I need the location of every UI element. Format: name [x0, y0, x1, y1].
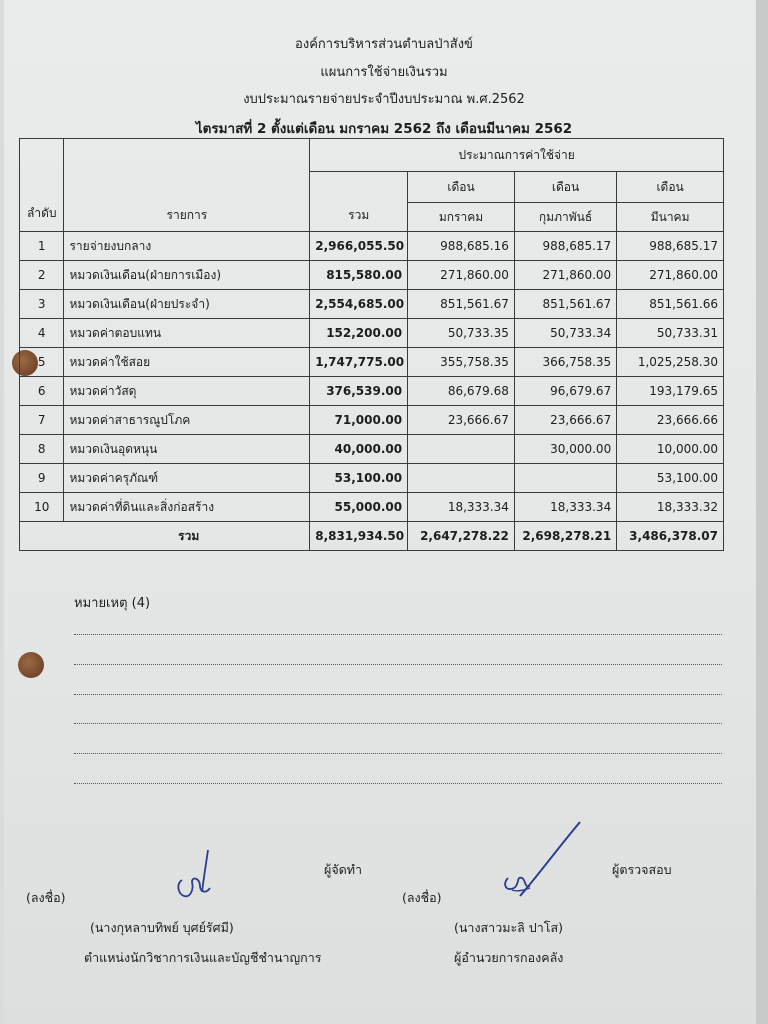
total-jan: 2,647,278.22 [408, 522, 515, 551]
table-row [20, 261, 724, 290]
header-no: ลำดับ [20, 139, 64, 232]
row-jan: 271,860.00 [408, 261, 515, 290]
row-jan: 86,679.68 [408, 377, 515, 406]
total-feb: 2,698,278.21 [514, 522, 616, 551]
note-line [74, 694, 722, 695]
header-item: รายการ [64, 139, 310, 232]
row-jan: 851,561.67 [408, 290, 515, 319]
reviewer-role: ผู้ตรวจสอบ [612, 862, 672, 877]
row-no: 9 [20, 464, 64, 493]
total-label: รวม [20, 522, 310, 551]
reviewer-sign-label: (ลงชื่อ) [402, 890, 442, 905]
row-total: 815,580.00 [310, 261, 408, 290]
note-line [74, 634, 722, 635]
preparer-name: (นางกุหลาบทิพย์ บุศย์รัศมี) [90, 920, 234, 935]
row-mar: 18,333.32 [617, 493, 724, 522]
header-month-word-3: เดือน [617, 172, 724, 203]
budget-title: งบประมาณรายจ่ายประจำปีงบประมาณ พ.ศ.2562 [243, 92, 525, 107]
row-jan [408, 464, 515, 493]
row-feb: 271,860.00 [514, 261, 616, 290]
table-row [20, 348, 724, 377]
table-row [20, 493, 724, 522]
reviewer-signature [496, 818, 586, 902]
table-row [20, 290, 724, 319]
row-mar: 271,860.00 [617, 261, 724, 290]
row-feb: 366,758.35 [514, 348, 616, 377]
note-line [74, 753, 722, 754]
row-jan: 23,666.67 [408, 406, 515, 435]
preparer-role: ผู้จัดทำ [324, 862, 363, 877]
notes-label: หมายเหตุ (4) [74, 596, 151, 611]
table-row [20, 435, 724, 464]
row-no: 6 [20, 377, 64, 406]
row-feb: 988,685.17 [514, 232, 616, 261]
row-feb: 18,333.34 [514, 493, 616, 522]
preparer-signature [172, 846, 218, 902]
row-feb: 23,666.67 [514, 406, 616, 435]
row-item: หมวดค่าใช้สอย [64, 348, 310, 377]
row-item: หมวดเงินอุดหนุน [64, 435, 310, 464]
org-title: องค์การบริหารส่วนตำบลป่าสังข์ [295, 37, 473, 52]
reviewer-position: ผู้อำนวยการกองคลัง [454, 950, 564, 965]
row-item: รายจ่ายงบกลาง [64, 232, 310, 261]
header-month-word-1: เดือน [408, 172, 515, 203]
row-jan: 355,758.35 [408, 348, 515, 377]
header-month-mar: มีนาคม [617, 203, 724, 232]
total-mar: 3,486,378.07 [617, 522, 724, 551]
row-no: 2 [20, 261, 64, 290]
grand-total: 8,831,934.50 [310, 522, 408, 551]
row-item: หมวดค่าสาธารณูปโภค [64, 406, 310, 435]
table-row [20, 319, 724, 348]
row-jan: 18,333.34 [408, 493, 515, 522]
budget-table [19, 138, 724, 551]
row-item: หมวดค่าตอบแทน [64, 319, 310, 348]
row-item: หมวดค่าวัสดุ [64, 377, 310, 406]
row-jan: 988,685.16 [408, 232, 515, 261]
row-no: 3 [20, 290, 64, 319]
table-row [20, 464, 724, 493]
paper-edge [756, 0, 768, 1024]
row-item: หมวดค่าที่ดินและสิ่งก่อสร้าง [64, 493, 310, 522]
row-no: 1 [20, 232, 64, 261]
header-month-jan: มกราคม [408, 203, 515, 232]
row-mar: 1,025,258.30 [617, 348, 724, 377]
note-line [74, 783, 722, 784]
row-total: 152,200.00 [310, 319, 408, 348]
preparer-sign-label: (ลงชื่อ) [26, 890, 66, 905]
header-month-feb: กุมภาพันธ์ [514, 203, 616, 232]
row-no: 5 [20, 348, 64, 377]
header-month-word-2: เดือน [514, 172, 616, 203]
row-feb: 30,000.00 [514, 435, 616, 464]
row-feb: 96,679.67 [514, 377, 616, 406]
punch-hole-bottom [18, 652, 44, 678]
quarter-title: ไตรมาสที่ 2 ตั้งแต่เดือน มกราคม 2562 ถึง เดือนมีนาคม 2562 [195, 121, 573, 137]
row-feb [514, 464, 616, 493]
row-mar: 193,179.65 [617, 377, 724, 406]
row-total: 2,554,685.00 [310, 290, 408, 319]
note-line [74, 664, 722, 665]
row-no: 10 [20, 493, 64, 522]
note-line [74, 723, 722, 724]
total-row [20, 522, 724, 551]
row-feb: 851,561.67 [514, 290, 616, 319]
row-total: 71,000.00 [310, 406, 408, 435]
row-mar: 851,561.66 [617, 290, 724, 319]
row-item: หมวดเงินเดือน(ฝ่ายประจำ) [64, 290, 310, 319]
row-total: 1,747,775.00 [310, 348, 408, 377]
preparer-position: ตำแหน่งนักวิชาการเงินและบัญชีชำนาญการ [84, 950, 322, 965]
row-mar: 10,000.00 [617, 435, 724, 464]
row-feb: 50,733.34 [514, 319, 616, 348]
row-mar: 53,100.00 [617, 464, 724, 493]
row-mar: 23,666.66 [617, 406, 724, 435]
row-no: 8 [20, 435, 64, 464]
table-row [20, 406, 724, 435]
row-total: 55,000.00 [310, 493, 408, 522]
row-item: หมวดเงินเดือน(ฝ่ายการเมือง) [64, 261, 310, 290]
row-no: 4 [20, 319, 64, 348]
header-estimate: ประมาณการค่าใช้จ่าย [310, 139, 724, 172]
row-total: 376,539.00 [310, 377, 408, 406]
row-mar: 988,685.17 [617, 232, 724, 261]
row-total: 2,966,055.50 [310, 232, 408, 261]
row-no: 7 [20, 406, 64, 435]
table-row [20, 377, 724, 406]
row-item: หมวดค่าครุภัณฑ์ [64, 464, 310, 493]
row-jan [408, 435, 515, 464]
row-mar: 50,733.31 [617, 319, 724, 348]
row-jan: 50,733.35 [408, 319, 515, 348]
header-total: รวม [310, 172, 408, 232]
table-row [20, 232, 724, 261]
plan-title: แผนการใช้จ่ายเงินรวม [320, 65, 448, 80]
row-total: 40,000.00 [310, 435, 408, 464]
row-total: 53,100.00 [310, 464, 408, 493]
reviewer-name: (นางสาวมะลิ ปาโส) [454, 920, 563, 935]
